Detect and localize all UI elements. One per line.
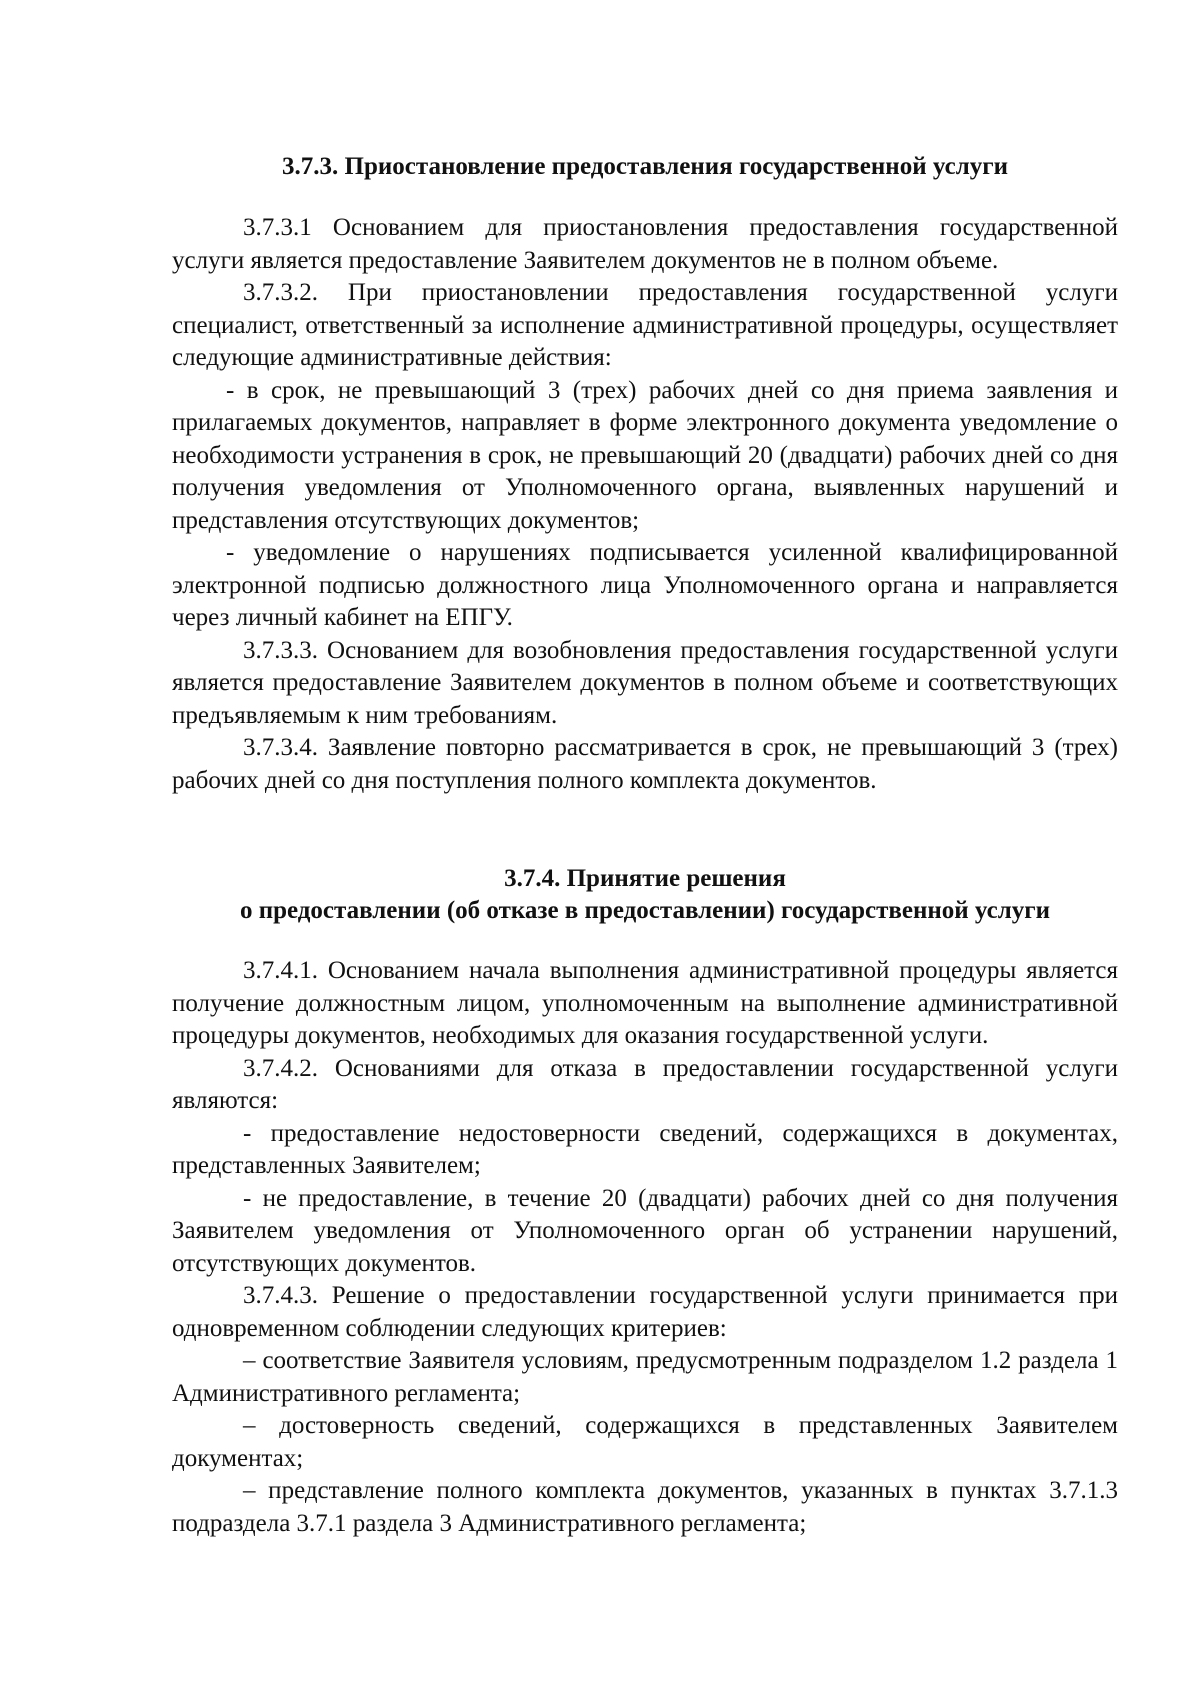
section-3-7-3-body — [172, 212, 1118, 797]
section-3-7-4-body — [172, 955, 1118, 1540]
section-3-7-3-heading: 3.7.3. Приостановление предоставления государственной услуги — [282, 153, 1008, 180]
section-3-7-4-heading-line-2: о предоставлении (об отказе в предоставлении) государственной услуги — [239, 897, 1051, 924]
section-3-7-4-heading-line-1: 3.7.4. Принятие решения — [504, 865, 786, 892]
list-item-information-reliability: – достоверность сведений, содержащихся в представленных Заявителем документах; — [172, 1412, 1118, 1472]
list-item-applicant-conditions: – соответствие Заявителя условиям, предусмотренным подразделом 1.2 раздела 1 Административного регламента; — [172, 1347, 1118, 1407]
paragraph-3-7-3-4: 3.7.3.4. Заявление повторно рассматривается в срок, не превышающий 3 (трех) рабочих дней со дня поступления полного комплекта документов. — [172, 734, 1118, 794]
paragraph-3-7-3-1: 3.7.3.1 Основанием для приостановления предоставления государственной услуги является предоставление Заявителем документов не в полном объеме. — [172, 214, 1118, 274]
list-item-unreliable-info: - предоставление недостоверности сведений, содержащихся в документах, представленных Заявителем; — [172, 1119, 1118, 1179]
paragraph-3-7-4-1: 3.7.4.1. Основанием начала выполнения административной процедуры является получение должностным лицом, уполномоченным на выполнение административной процедуры документов, необходимых для оказания государственной услуги. — [172, 957, 1118, 1049]
paragraph-3-7-4-3: 3.7.4.3. Решение о предоставлении государственной услуги принимается при одновременном соблюдении следующих критериев: — [172, 1282, 1118, 1342]
list-item-complete-documents: – представление полного комплекта документов, указанных в пунктах 3.7.1.3 подраздела 3.7.1 раздела 3 Административного регламента; — [172, 1477, 1118, 1537]
paragraph-3-7-3-3: 3.7.3.3. Основанием для возобновления предоставления государственной услуги является предоставление Заявителем документов в полном объеме и соответствующих предъявляемым к ним требованиям. — [172, 636, 1118, 729]
list-item-missing-documents: - не предоставление, в течение 20 (двадцати) рабочих дней со дня получения Заявителем уведомления от Уполномоченного орган об устранении нарушений, отсутствующих документов. — [172, 1184, 1118, 1277]
list-item-deadline-notice: - в срок, не превышающий 3 (трех) рабочих дней со дня приема заявления и прилагаемых документов, направляет в форме электронного документа уведомление о необходимости устранения в срок, не превышающий 20 (двадцати) рабочих дней со дня получения уведомления от Уполномоченного органа, выявленных нарушений и представления отсутствующих документов; — [172, 376, 1118, 534]
section-3-7-4-heading — [172, 863, 1118, 927]
paragraph-3-7-3-2: 3.7.3.2. При приостановлении предоставления государственной услуги специалист, ответственный за исполнение административной процедуры, осуществляет следующие административные действия: — [172, 279, 1118, 371]
list-item-signature-notice: - уведомление о нарушениях подписывается усиленной квалифицированной электронной подписью должностного лица Уполномоченного органа и направляется через личный кабинет на ЕПГУ. — [172, 539, 1118, 631]
paragraph-3-7-4-2: 3.7.4.2. Основаниями для отказа в предоставлении государственной услуги являются: — [172, 1054, 1118, 1114]
